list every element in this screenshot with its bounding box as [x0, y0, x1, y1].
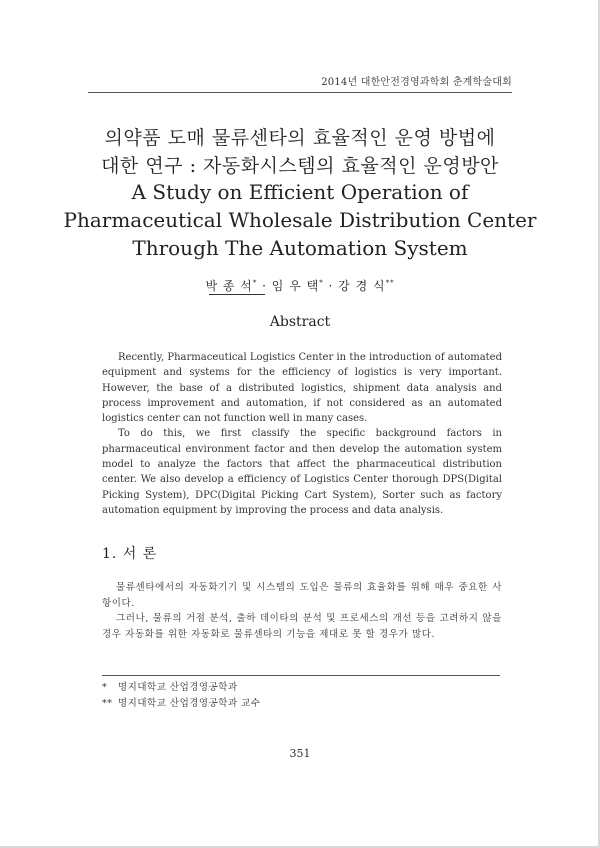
footnote-mark: * — [102, 682, 108, 693]
header-rule — [88, 92, 512, 93]
author-underline — [209, 294, 265, 295]
footnotes — [102, 680, 261, 712]
author-name: 임 우 택 — [271, 279, 320, 293]
running-header: 2014년 대한안전경영과학회 춘계학술대회 — [321, 77, 512, 88]
footnote — [102, 696, 261, 712]
introduction-paragraph: 그러나, 물류의 거점 분석, 출하 데이타의 분석 및 프로세스의 개선 등을 고려하지 않을 경우 자동화를 위한 자동화로 물류센타의 기능을 제대로 못 할 경우가 많다. — [102, 613, 502, 640]
korean-title — [60, 124, 540, 180]
introduction-body — [102, 580, 502, 642]
footnote-text: 명지대학교 산업경영공학과 — [118, 682, 238, 693]
korean-title-line-1: 의약품 도매 물류센타의 효율적인 운영 방법에 — [104, 127, 496, 149]
footnote-text: 명지대학교 산업경영공학과 교수 — [118, 698, 261, 709]
english-title — [40, 178, 560, 262]
abstract-body — [102, 350, 502, 518]
abstract-heading: Abstract — [269, 314, 331, 330]
footnote-mark: ** — [102, 698, 113, 709]
author-mark: * — [252, 279, 258, 287]
introduction-paragraph: 물류센타에서의 자동화기기 및 시스템의 도입은 물류의 효율화를 위해 매우 중요한 사항이다. — [102, 582, 502, 609]
author-name: 박 종 석 — [205, 279, 253, 293]
abstract-paragraph: Recently, Pharmaceutical Logistics Center in the introduction of automated equipment and systems for the efficiency of logistics is very important. However, the base of a distributed logistics, shipment data analysis and process improvement and automation, if not considered as an automated logistics center can not function well in many cases. — [102, 352, 502, 425]
english-title-line-2: Pharmaceutical Wholesale Distribution Center — [63, 208, 537, 232]
english-title-line-1: A Study on Efficient Operation of — [131, 180, 469, 204]
footnote-rule — [102, 675, 500, 676]
page-number: 351 — [289, 747, 311, 760]
author-separator: · — [257, 279, 272, 293]
author-mark: ** — [385, 279, 395, 287]
author-line — [0, 277, 600, 294]
author-separator: · — [323, 279, 339, 293]
english-title-line-3: Through The Automation System — [132, 236, 468, 260]
korean-title-line-2: 대한 연구 : 자동화시스템의 효율적인 운영방안 — [101, 155, 499, 177]
author-name: 강 경 식 — [338, 279, 386, 293]
author-mark: * — [319, 279, 324, 287]
abstract-paragraph: To do this, we first classify the specific background factors in pharmaceutical environment factor and then develop the automation system model to analyze the factors that affect the pharmaceutical distribution center. We also develop a efficiency of Logistics Center thorough DPS(Digital Picking System), DPC(Digital Picking Cart System), Sorter such as factory automation equipment by improving the process and data analysis. — [102, 428, 502, 516]
section-heading-introduction: 1. 서 론 — [102, 546, 158, 562]
footnote — [102, 680, 261, 696]
